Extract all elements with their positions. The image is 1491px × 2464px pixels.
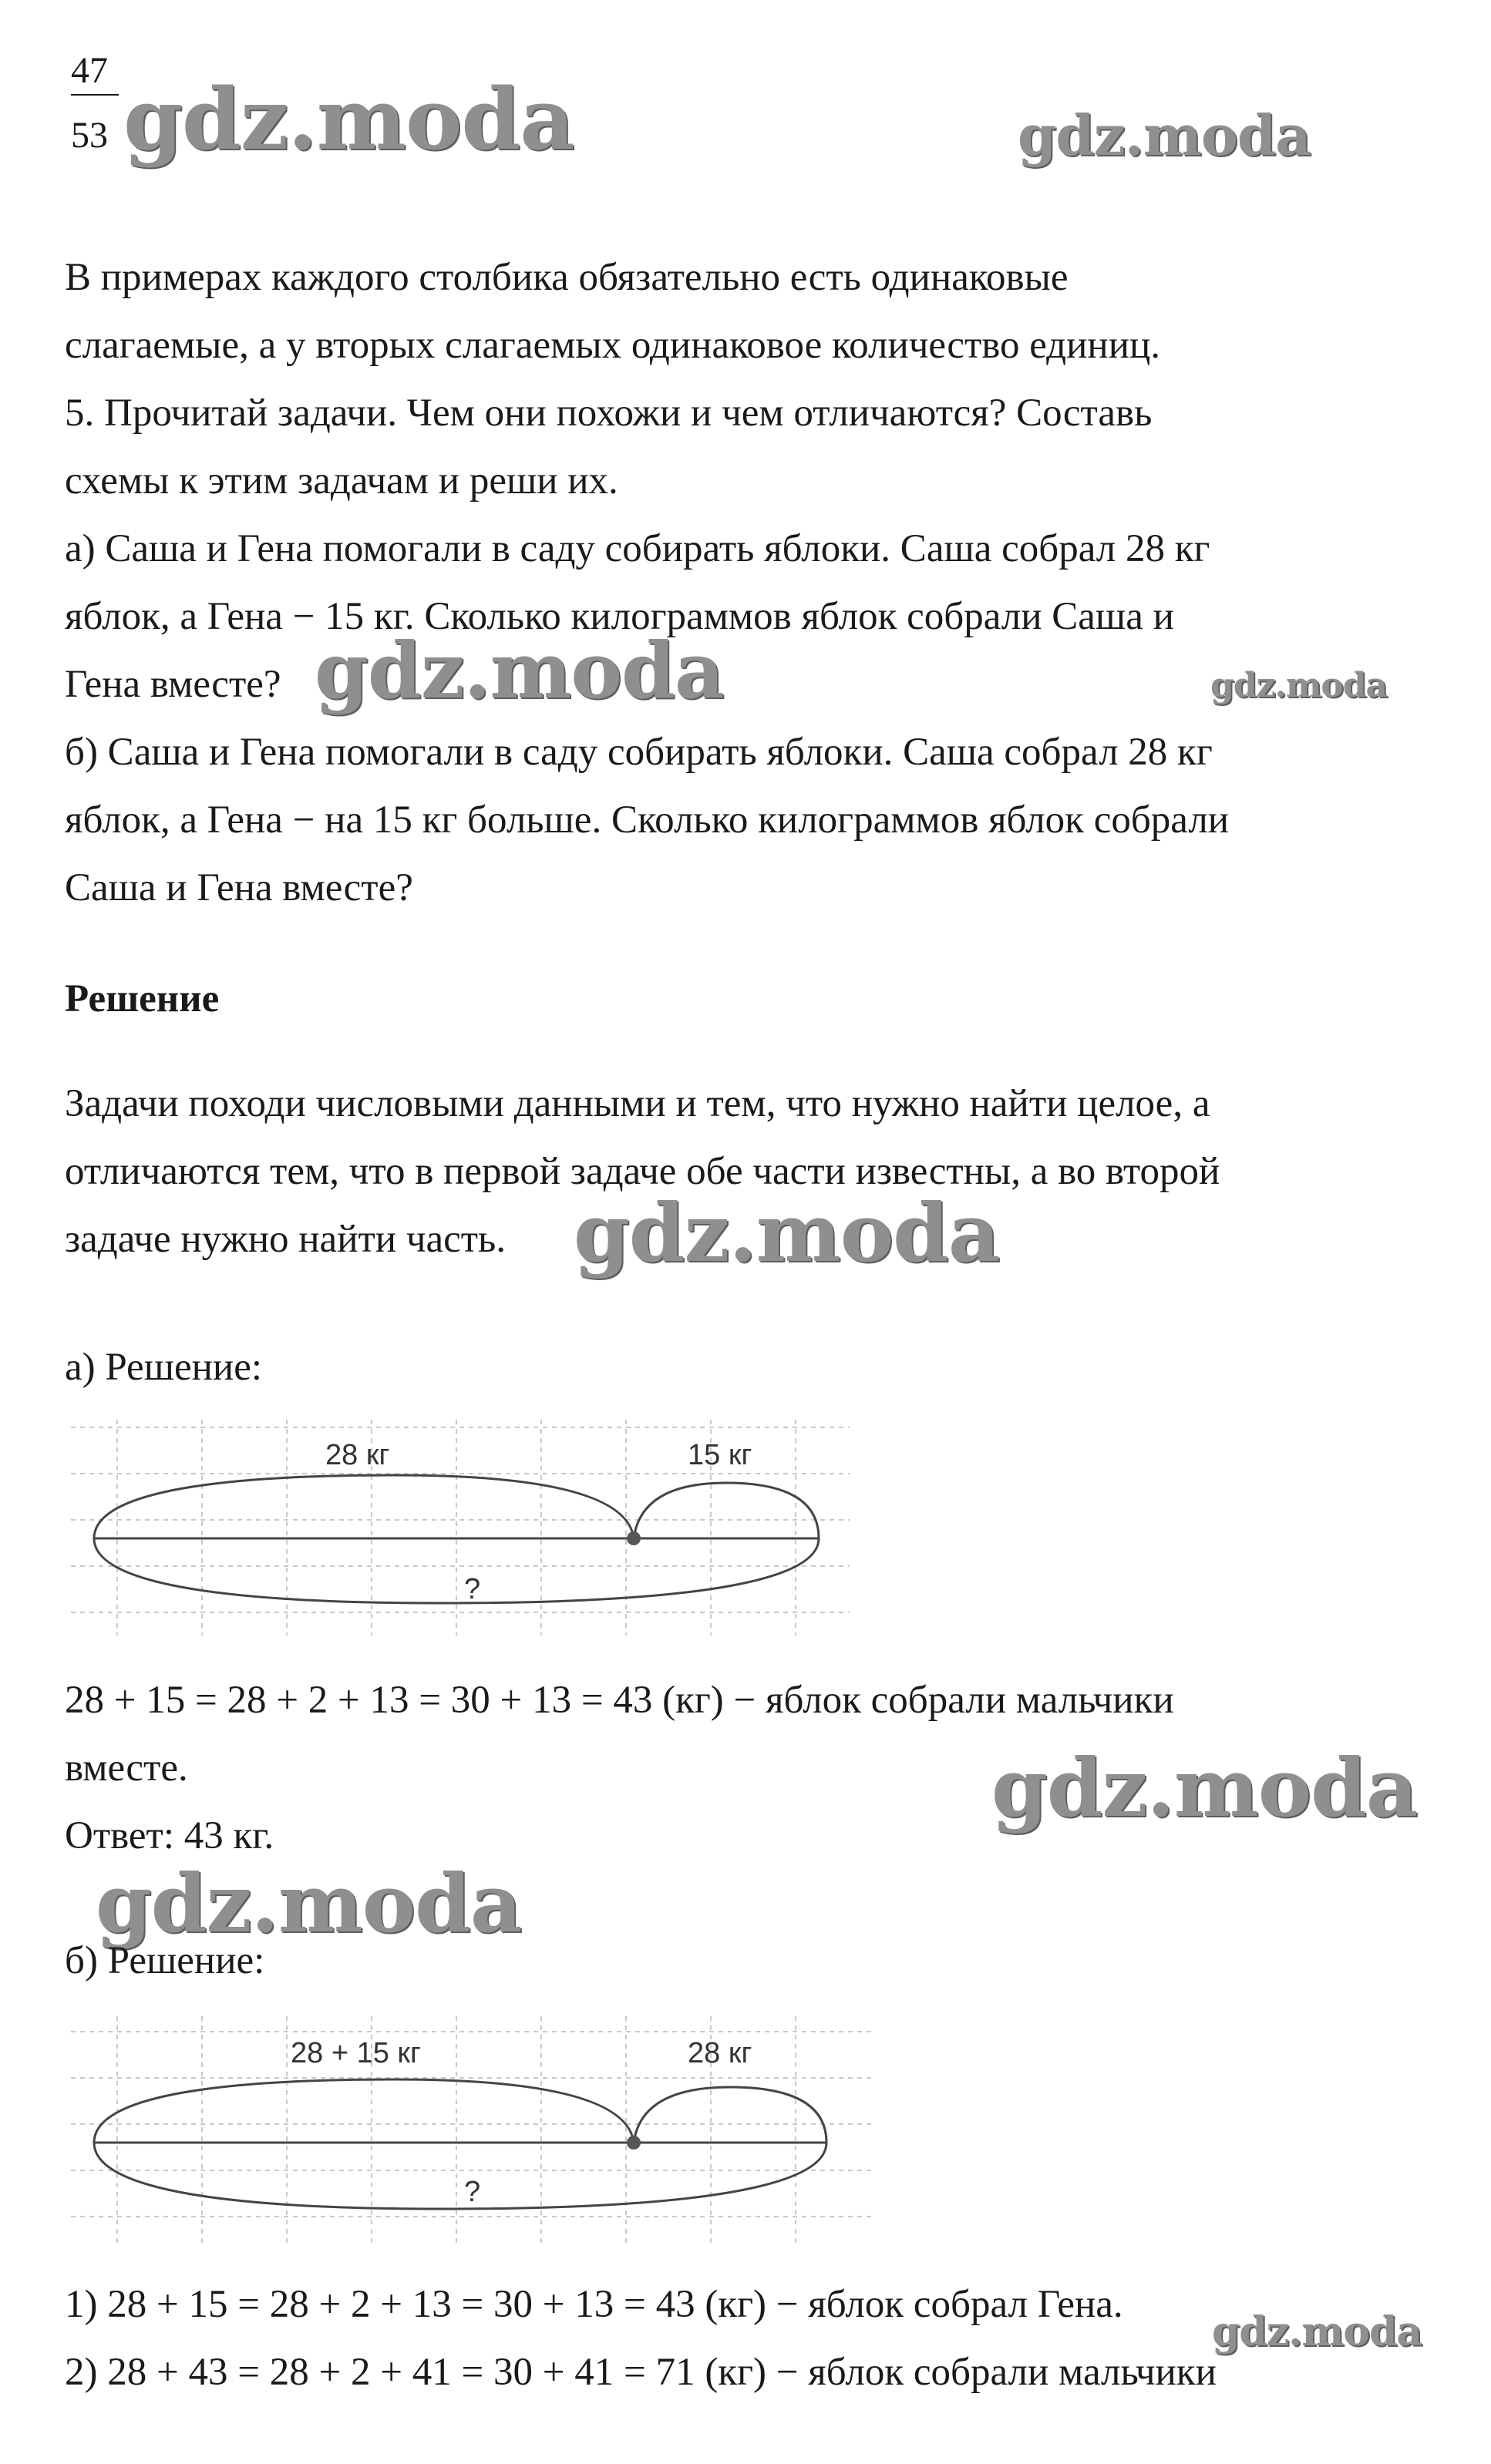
task-line: Саша и Гена вместе? <box>65 866 413 909</box>
arc-right-part <box>634 1483 819 1538</box>
part-b-line: 1) 28 + 15 = 28 + 2 + 13 = 30 + 13 = 43 (кг) − яблок собрал Гена. <box>65 2283 1123 2326</box>
watermark-logo: gdz.moda <box>1212 2308 1422 2355</box>
task-line: схемы к этим задачам и реши их. <box>65 459 618 503</box>
watermark-logo: gdz.moda <box>123 69 574 169</box>
arc-left-part <box>94 1475 634 1538</box>
solution-line: задаче нужно найти часть. <box>65 1218 507 1261</box>
solution-heading: Решение <box>65 977 220 1020</box>
split-point <box>627 1531 641 1545</box>
watermark-logo: gdz.moda <box>991 1740 1418 1835</box>
whole-label: ? <box>464 2176 481 2208</box>
task-line: яблок, а Гена − на 15 кг больше. Сколько килограммов яблок собрали <box>65 798 1230 842</box>
left-part-label: 28 + 15 кг <box>291 2037 421 2069</box>
page-number-rule <box>71 94 119 96</box>
right-part-label: 15 кг <box>688 1439 752 1471</box>
part-a-answer: Ответ: 43 кг. <box>65 1814 274 1857</box>
left-part-label: 28 кг <box>325 1439 390 1471</box>
arc-right-part <box>634 2087 826 2143</box>
part-a-line: 28 + 15 = 28 + 2 + 13 = 30 + 13 = 43 (кг) − яблок собрали мальчики <box>65 1679 1174 1722</box>
task-line: а) Саша и Гена помогали в саду собирать яблоки. Саша собрал 28 кг <box>65 527 1210 570</box>
watermark-logo: gdz.moda <box>1210 666 1388 705</box>
watermark-logo: gdz.moda <box>315 625 724 716</box>
solution-line: отличаются тем, что в первой задаче обе части известны, а во второй <box>65 1150 1220 1193</box>
grid <box>71 2016 873 2247</box>
split-point <box>627 2136 641 2150</box>
part-b-line: 2) 28 + 43 = 28 + 2 + 41 = 30 + 41 = 71 (кг) − яблок собрали мальчики <box>65 2351 1217 2394</box>
right-part-label: 28 кг <box>688 2037 752 2069</box>
solution-line: Задачи походи числовыми данными и тем, что нужно найти целое, а <box>65 1082 1210 1125</box>
page-number-top: 47 <box>71 50 108 91</box>
task-line: б) Саша и Гена помогали в саду собирать яблоки. Саша собрал 28 кг <box>65 731 1213 774</box>
task-line: Гена вместе? <box>65 663 281 706</box>
part-b-diagram <box>71 2016 873 2247</box>
arc-whole <box>94 2143 826 2209</box>
whole-label: ? <box>464 1573 481 1605</box>
part-b-title: б) Решение: <box>65 1939 265 1982</box>
watermark-logo: gdz.moda <box>1018 103 1311 168</box>
watermark-logo: gdz.moda <box>574 1185 1000 1280</box>
task-line: яблок, а Гена − 15 кг. Сколько килограммов яблок собрали Саша и <box>65 595 1174 638</box>
arc-left-part <box>94 2079 634 2143</box>
intro-line: В примерах каждого столбика обязательно есть одинаковые <box>65 256 1069 299</box>
page-number-bottom: 53 <box>71 115 108 156</box>
part-a-line: вместе. <box>65 1746 188 1790</box>
task-line: 5. Прочитай задачи. Чем они похожи и чем отличаются? Составь <box>65 392 1153 435</box>
intro-line: слагаемые, а у вторых слагаемых одинаковое количество единиц. <box>65 324 1161 367</box>
watermark-logo: gdz.moda <box>96 1856 522 1951</box>
part-a-title: а) Решение: <box>65 1346 262 1389</box>
part-a-diagram <box>71 1420 850 1635</box>
